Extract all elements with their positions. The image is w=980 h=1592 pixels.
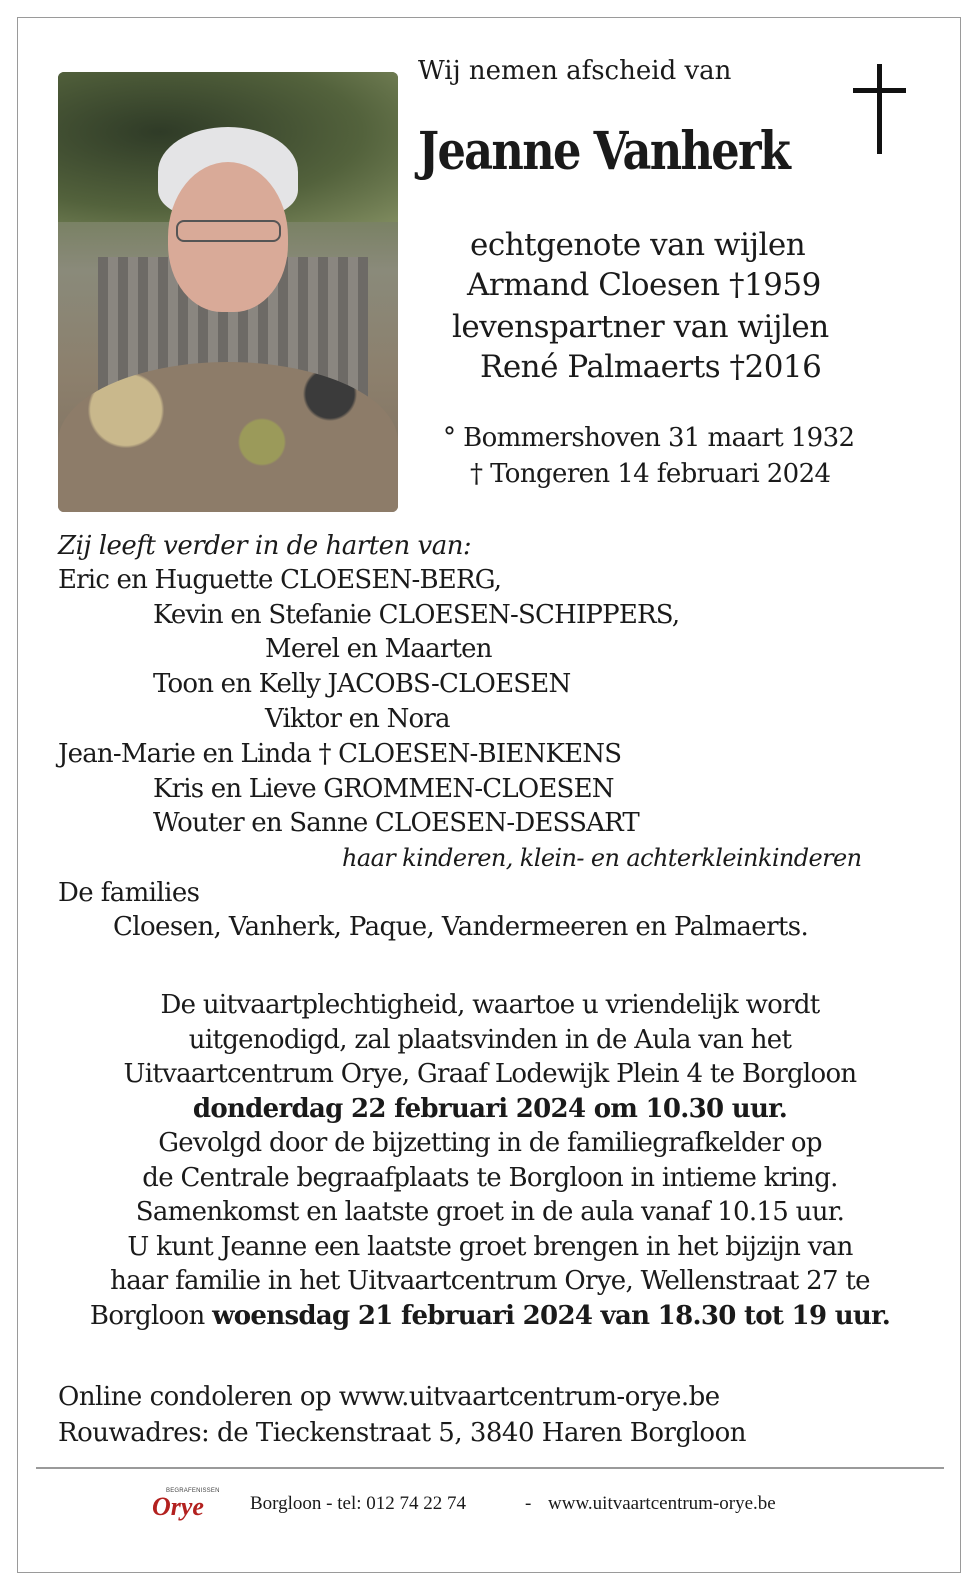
families-label: De families <box>58 878 200 908</box>
footer-divider <box>36 1467 944 1469</box>
online-condolence: Online condoleren op www.uitvaartcentrum-orye.be <box>58 1382 720 1412</box>
family-line-6: Jean-Marie en Linda † CLOESEN-BIENKENS <box>58 739 622 769</box>
ceremony-line-8: U kunt Jeanne een laatste groet brengen in het bijzijn van <box>127 1231 853 1262</box>
mourning-address: Rouwadres: de Tieckenstraat 5, 3840 Haren Borgloon <box>58 1418 746 1448</box>
relation-line-1: echtgenote van wijlen <box>470 227 806 263</box>
viewing-date: woensdag 21 februari 2024 van 18.30 tot 19 uur. <box>212 1300 891 1331</box>
birth-line: ° Bommershoven 31 maart 1932 <box>443 423 855 453</box>
footer-website[interactable]: www.uitvaartcentrum-orye.be <box>548 1493 776 1514</box>
cross-icon <box>849 64 909 154</box>
family-line-3: Merel en Maarten <box>265 634 492 664</box>
ceremony-line-3: Uitvaartcentrum Orye, Graaf Lodewijk Plein 4 te Borgloon <box>123 1059 857 1089</box>
portrait-photo <box>58 72 398 512</box>
deceased-name: Jeanne Vanherk <box>418 121 790 182</box>
ceremony-line-2: uitgenodigd, zal plaatsvinden in de Aula van het <box>188 1024 792 1055</box>
ceremony-line-5: Gevolgd door de bijzetting in de familiegrafkelder op <box>158 1128 822 1158</box>
family-intro: Zij leeft verder in de harten van: <box>58 531 472 561</box>
logo-text: Orye <box>152 1492 204 1521</box>
family-line-1: Eric en Huguette CLOESEN-BERG, <box>58 565 502 595</box>
family-caption: haar kinderen, klein- en achterkleinkinderen <box>342 844 862 872</box>
logo-subtitle: BEGRAFENISSEN <box>166 1488 220 1494</box>
ceremony-line-6: de Centrale begraafplaats te Borgloon in intieme kring. <box>142 1162 838 1193</box>
family-line-2: Kevin en Stefanie CLOESEN-SCHIPPERS, <box>153 600 680 630</box>
footer-contact: Borgloon - tel: 012 74 22 74 <box>250 1493 467 1514</box>
footer-dash: - <box>525 1493 532 1514</box>
death-line: † Tongeren 14 februari 2024 <box>470 459 831 489</box>
ceremony-line-1: De uitvaartplechtigheid, waartoe u vriendelijk wordt <box>160 990 820 1020</box>
ceremony-line-10 <box>36 1299 944 1334</box>
ceremony-line-9: haar familie in het Uitvaartcentrum Orye, Wellenstraat 27 te <box>110 1266 870 1296</box>
ceremony-date: donderdag 22 februari 2024 om 10.30 uur. <box>192 1093 788 1124</box>
family-line-7: Kris en Lieve GROMMEN-CLOESEN <box>153 774 614 804</box>
family-line-4: Toon en Kelly JACOBS-CLOESEN <box>153 669 571 699</box>
orye-logo <box>148 1486 224 1520</box>
intro-text: Wij nemen afscheid van <box>418 56 732 86</box>
relation-line-3: levenspartner van wijlen <box>452 309 829 345</box>
relation-line-2: Armand Cloesen †1959 <box>467 267 821 303</box>
family-line-5: Viktor en Nora <box>265 704 450 734</box>
relation-line-4: René Palmaerts †2016 <box>480 349 822 385</box>
families-list: Cloesen, Vanherk, Paque, Vandermeeren en Palmaerts. <box>113 912 809 942</box>
ceremony-block <box>36 988 944 1333</box>
ceremony-line-10-start: Borgloon <box>89 1300 213 1331</box>
family-line-8: Wouter en Sanne CLOESEN-DESSART <box>153 808 639 838</box>
ceremony-line-7: Samenkomst en laatste groet in de aula vanaf 10.15 uur. <box>135 1197 845 1227</box>
